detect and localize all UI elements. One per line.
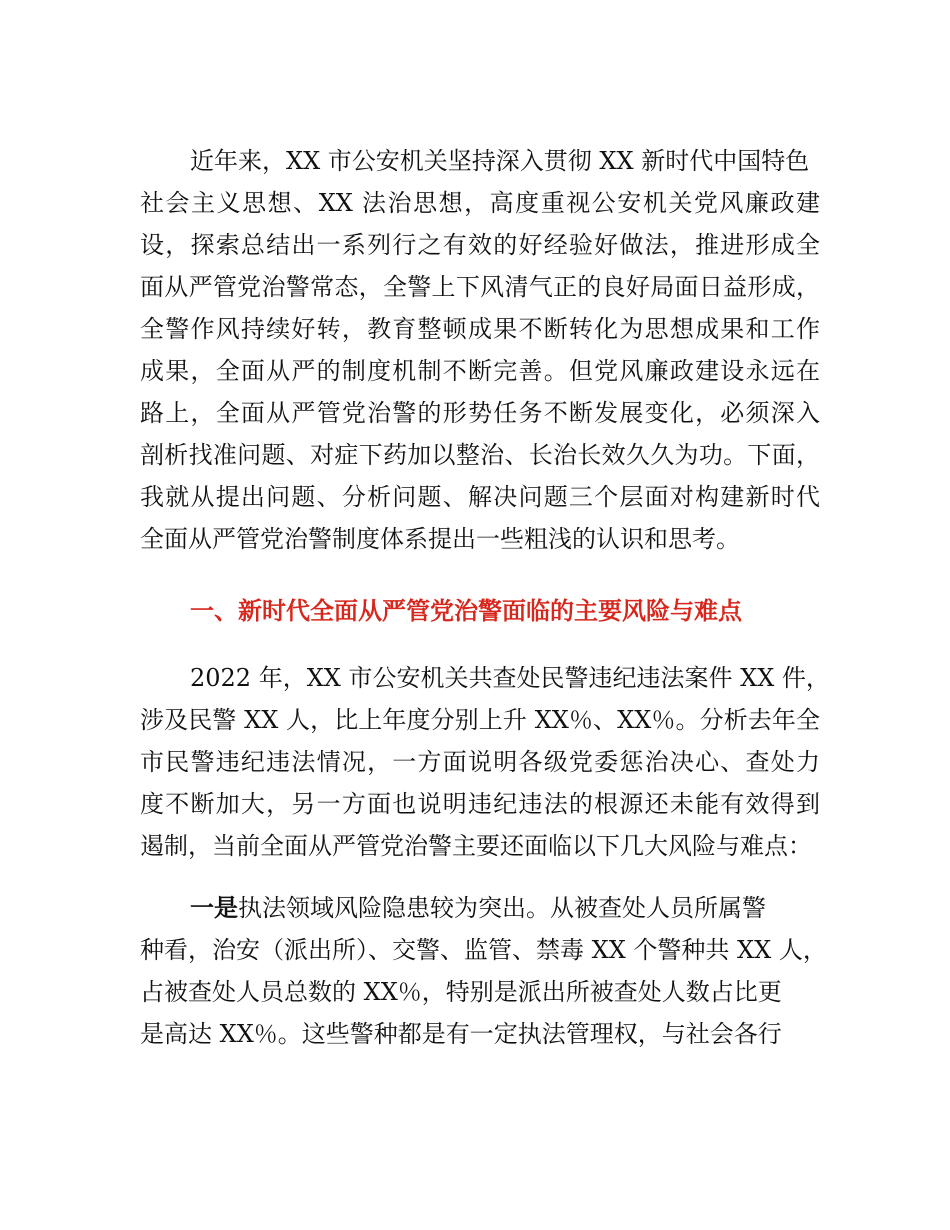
section-1-heading: 一、新时代全面从严管党治警面临的主要风险与难点 [190,597,742,625]
paragraph-1-line-5: 全警作风持续好转，教育整顿成果不断转化为思想成果和工作 [140,315,820,343]
paragraph-1-line-8: 剖析找准问题、对症下药加以整治、长治长效久久为功。下面， [140,441,820,469]
paragraph-1-line-6: 成果，全面从严的制度机制不断完善。但党风廉政建设永远在 [140,357,820,385]
paragraph-1-line-1: 近年来，XX 市公安机关坚持深入贯彻 XX 新时代中国特色 [190,147,810,175]
paragraph-2-line-5: 遏制，当前全面从严管党治警主要还面临以下几大风险与难点： [140,832,812,860]
paragraph-2-line-4: 度不断加大，另一方面也说明违纪违法的根源还未能有效得到 [140,790,820,818]
paragraph-3-line-1 [190,893,820,923]
paragraph-1-line-7: 路上，全面从严管党治警的形势任务不断发展变化，必须深入 [140,399,820,427]
paragraph-3-line-4: 是高达 XX％。这些警种都是有一定执法管理权，与社会各行 [140,1020,782,1048]
paragraph-1-line-9: 我就从提出问题、分析问题、解决问题三个层面对构建新时代 [140,483,820,511]
paragraph-1-line-3: 设，探索总结出一系列行之有效的好经验好做法，推进形成全 [140,231,820,259]
paragraph-1-line-10: 全面从严管党治警制度体系提出一些粗浅的认识和思考。 [140,525,740,553]
paragraph-2-line-3: 市民警违纪违法情况，一方面说明各级党委惩治决心、查处力 [140,748,820,776]
paragraph-3-lead: 一是 [190,894,238,922]
paragraph-2-line-2: 涉及民警 XX 人，比上年度分别上升 XX％、XX％。分析去年全 [140,706,820,734]
paragraph-3-line-2: 种看，治安（派出所）、交警、监管、禁毒 XX 个警种共 XX 人， [140,936,827,964]
paragraph-3-line-1-text: 执法领域风险隐患较为突出。从被查处人员所属警 [238,894,766,922]
paragraph-2-line-1: 2022 年，XX 市公安机关共查处民警违纪违法案件 XX 件， [190,664,830,692]
paragraph-1-line-2: 社会主义思想、XX 法治思想，高度重视公安机关党风廉政建 [140,189,820,217]
paragraph-3-line-3: 占被查处人员总数的 XX％，特别是派出所被查处人数占比更 [140,978,782,1006]
paragraph-1-line-4: 面从严管党治警常态，全警上下风清气正的良好局面日益形成， [140,273,820,301]
